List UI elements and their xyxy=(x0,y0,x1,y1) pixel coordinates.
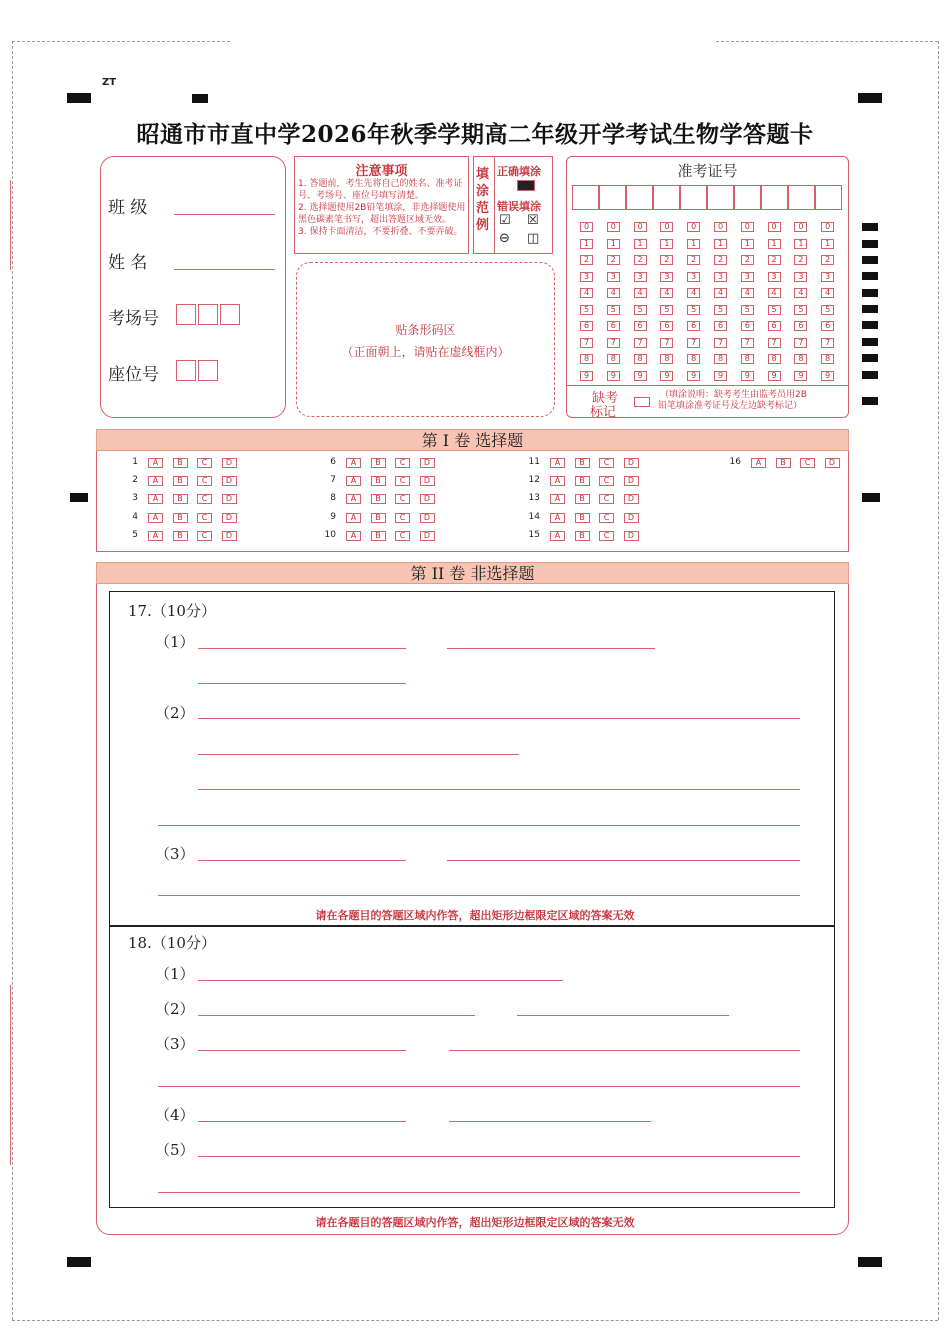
answer-line[interactable] xyxy=(158,1086,800,1087)
class-field[interactable] xyxy=(174,214,275,215)
q18-part-4: （4） xyxy=(155,1106,195,1124)
answer-line[interactable] xyxy=(198,1015,475,1016)
position-mark xyxy=(862,493,880,502)
question-number: 4 xyxy=(132,511,138,522)
exam-digit-bubble[interactable]: 2 xyxy=(794,255,807,265)
exam-digit-bubble[interactable]: 7 xyxy=(794,338,807,348)
exam-digit-bubble[interactable]: 2 xyxy=(607,255,620,265)
barcode-hint: （正面朝上，请贴在虚线框内） xyxy=(341,345,510,359)
crop-line-top-right xyxy=(716,41,938,42)
q18-part-5: （5） xyxy=(155,1141,195,1159)
page-title: 昭通市市直中学2026年秋季学期高二年级开学考试生物学答题卡 xyxy=(136,121,814,148)
question-number: 12 xyxy=(528,475,540,486)
answer-line[interactable] xyxy=(449,1050,800,1051)
exam-number-write-box[interactable] xyxy=(599,185,626,210)
exam-digit-bubble[interactable]: 8 xyxy=(714,354,727,364)
seat-digit-box[interactable] xyxy=(198,360,218,381)
exam-digit-bubble[interactable]: 4 xyxy=(794,288,807,298)
exam-digit-bubble[interactable]: 9 xyxy=(714,371,727,381)
option-bubble-a[interactable]: A xyxy=(751,458,766,468)
q17-warning: 请在各题目的答题区域内作答，超出矩形边框限定区域的答案无效 xyxy=(315,909,635,922)
option-bubble-d[interactable]: D xyxy=(624,458,639,468)
position-mark xyxy=(858,1257,882,1267)
option-bubble-a[interactable]: A xyxy=(346,513,361,523)
crop-line-right xyxy=(938,41,939,1320)
q17-label: 17.（10分） xyxy=(128,602,216,620)
answer-line[interactable] xyxy=(158,895,800,896)
exam-digit-bubble[interactable]: 3 xyxy=(687,272,700,282)
exam-digit-bubble[interactable]: 3 xyxy=(660,272,673,282)
option-bubble-b[interactable]: B xyxy=(173,513,188,523)
exam-digit-bubble[interactable]: 9 xyxy=(794,371,807,381)
exam-digit-bubble[interactable]: 2 xyxy=(714,255,727,265)
question-number: 6 xyxy=(330,457,336,467)
section2-title: 第 II 卷 非选择题 xyxy=(96,562,849,584)
question-number: 16 xyxy=(729,457,741,467)
option-bubble-b[interactable]: B xyxy=(173,458,188,468)
exam-digit-bubble[interactable]: 6 xyxy=(660,321,673,331)
option-bubble-c[interactable]: C xyxy=(599,458,614,468)
exam-digit-bubble[interactable]: 6 xyxy=(580,321,593,331)
question-number: 14 xyxy=(528,511,540,522)
seat-label: 座位号 xyxy=(108,365,159,385)
option-bubble-c[interactable]: C xyxy=(197,531,212,541)
option-bubble-d[interactable]: D xyxy=(222,513,237,523)
answer-line[interactable] xyxy=(447,860,800,861)
option-bubble-c[interactable]: C xyxy=(197,476,212,486)
question-number: 13 xyxy=(528,493,540,504)
exam-digit-bubble[interactable]: 8 xyxy=(634,354,647,364)
wrong-fill-mark-4: ◫ xyxy=(527,231,540,246)
timing-mark xyxy=(862,338,878,346)
answer-line[interactable] xyxy=(198,683,406,684)
answer-line[interactable] xyxy=(517,1015,729,1016)
timing-mark xyxy=(862,240,878,248)
exam-number-write-box[interactable] xyxy=(653,185,680,210)
fill-example-side-label: 填涂范例 xyxy=(476,167,490,233)
answer-line[interactable] xyxy=(198,754,519,755)
room-digit-box[interactable] xyxy=(220,304,240,325)
answer-line[interactable] xyxy=(198,648,406,649)
exam-digit-bubble[interactable]: 6 xyxy=(741,321,754,331)
wrong-fill-mark-2: ☒ xyxy=(527,213,539,228)
exam-digit-bubble[interactable]: 5 xyxy=(660,305,673,315)
exam-digit-bubble[interactable]: 7 xyxy=(607,338,620,348)
exam-digit-bubble[interactable]: 6 xyxy=(687,321,700,331)
exam-digit-bubble[interactable]: 6 xyxy=(821,321,834,331)
position-mark xyxy=(70,493,88,502)
exam-digit-bubble[interactable]: 2 xyxy=(821,255,834,265)
answer-line[interactable] xyxy=(198,980,563,981)
option-bubble-c[interactable]: C xyxy=(599,494,614,504)
option-bubble-c[interactable]: C xyxy=(395,476,410,486)
wrong-fill-label: 错误填涂 xyxy=(497,200,541,213)
exam-digit-bubble[interactable]: 2 xyxy=(741,255,754,265)
exam-digit-bubble[interactable]: 7 xyxy=(687,338,700,348)
exam-number-write-box[interactable] xyxy=(680,185,707,210)
option-bubble-a[interactable]: A xyxy=(148,458,163,468)
exam-digit-bubble[interactable]: 3 xyxy=(714,272,727,282)
question-number: 3 xyxy=(132,493,138,504)
position-mark xyxy=(858,93,882,103)
option-bubble-a[interactable]: A xyxy=(550,494,565,504)
exam-digit-bubble[interactable]: 7 xyxy=(741,338,754,348)
q17-box xyxy=(109,591,835,926)
question-number: 7 xyxy=(330,475,336,486)
exam-digit-bubble[interactable]: 2 xyxy=(660,255,673,265)
option-bubble-a[interactable]: A xyxy=(550,458,565,468)
exam-digit-bubble[interactable]: 0 xyxy=(687,222,700,232)
q18-part-1: （1） xyxy=(155,965,195,983)
exam-digit-bubble[interactable]: 3 xyxy=(741,272,754,282)
exam-digit-bubble[interactable]: 1 xyxy=(607,239,620,249)
question-number: 5 xyxy=(132,529,138,540)
wrong-fill-mark-3: ⊖ xyxy=(499,231,510,246)
question-number: 1 xyxy=(132,457,138,467)
exam-number-write-box[interactable] xyxy=(734,185,761,210)
exam-digit-bubble[interactable]: 7 xyxy=(634,338,647,348)
option-bubble-d[interactable]: D xyxy=(624,531,639,541)
option-bubble-c[interactable]: C xyxy=(599,531,614,541)
option-bubble-b[interactable]: B xyxy=(575,458,590,468)
position-mark xyxy=(67,1257,91,1267)
seat-digit-box[interactable] xyxy=(176,360,196,381)
answer-line[interactable] xyxy=(198,1156,800,1157)
exam-digit-bubble[interactable]: 4 xyxy=(607,288,620,298)
exam-digit-bubble[interactable]: 5 xyxy=(741,305,754,315)
option-bubble-d[interactable]: D xyxy=(825,458,840,468)
exam-digit-bubble[interactable]: 1 xyxy=(634,239,647,249)
exam-digit-bubble[interactable]: 8 xyxy=(607,354,620,364)
absent-note-2: 铅笔填涂准考证号及左边缺考标记） xyxy=(658,401,803,411)
exam-digit-bubble[interactable]: 8 xyxy=(821,354,834,364)
q17-part-3: （3） xyxy=(155,845,195,863)
notes-line: 黑色碳素笔书写，超出答题区域无效。 xyxy=(298,215,452,225)
exam-digit-bubble[interactable]: 1 xyxy=(580,239,593,249)
correct-fill-mark xyxy=(517,180,535,191)
exam-digit-bubble[interactable]: 6 xyxy=(634,321,647,331)
exam-digit-bubble[interactable]: 1 xyxy=(741,239,754,249)
option-bubble-a[interactable]: A xyxy=(550,531,565,541)
exam-digit-bubble[interactable]: 2 xyxy=(768,255,781,265)
q18-part-3: （3） xyxy=(155,1035,195,1053)
exam-digit-bubble[interactable]: 5 xyxy=(687,305,700,315)
answer-line[interactable] xyxy=(198,718,800,719)
exam-digit-bubble[interactable]: 6 xyxy=(714,321,727,331)
exam-digit-bubble[interactable]: 0 xyxy=(768,222,781,232)
question-number: 11 xyxy=(528,457,540,467)
exam-digit-bubble[interactable]: 3 xyxy=(580,272,593,282)
timing-mark xyxy=(862,321,878,329)
q17-part-2: （2） xyxy=(155,704,195,722)
crop-line-top-left xyxy=(12,41,230,42)
timing-mark xyxy=(862,371,878,379)
exam-digit-bubble[interactable]: 0 xyxy=(580,222,593,232)
exam-digit-bubble[interactable]: 3 xyxy=(794,272,807,282)
timing-mark xyxy=(862,354,878,362)
timing-mark xyxy=(862,397,878,405)
option-bubble-c[interactable]: C xyxy=(800,458,815,468)
exam-digit-bubble[interactable]: 0 xyxy=(634,222,647,232)
crop-line-bottom xyxy=(12,1320,938,1321)
option-bubble-d[interactable]: D xyxy=(222,494,237,504)
exam-digit-bubble[interactable]: 8 xyxy=(741,354,754,364)
q18-box xyxy=(109,926,835,1208)
exam-digit-bubble[interactable]: 6 xyxy=(768,321,781,331)
option-bubble-a[interactable]: A xyxy=(346,494,361,504)
option-bubble-c[interactable]: C xyxy=(395,531,410,541)
question-number: 10 xyxy=(324,529,336,540)
option-bubble-d[interactable]: D xyxy=(420,513,435,523)
exam-digit-bubble[interactable]: 1 xyxy=(794,239,807,249)
option-bubble-d[interactable]: D xyxy=(624,476,639,486)
option-bubble-d[interactable]: D xyxy=(420,494,435,504)
exam-number-title: 准考证号 xyxy=(677,162,738,180)
exam-digit-bubble[interactable]: 6 xyxy=(794,321,807,331)
exam-digit-bubble[interactable]: 4 xyxy=(660,288,673,298)
exam-digit-bubble[interactable]: 4 xyxy=(821,288,834,298)
exam-digit-bubble[interactable]: 9 xyxy=(660,371,673,381)
absent-mark-box[interactable] xyxy=(634,397,650,407)
room-label: 考场号 xyxy=(108,309,159,329)
exam-digit-bubble[interactable]: 2 xyxy=(634,255,647,265)
question-number: 2 xyxy=(132,475,138,486)
exam-number-write-box[interactable] xyxy=(707,185,734,210)
exam-digit-bubble[interactable]: 2 xyxy=(580,255,593,265)
option-bubble-c[interactable]: C xyxy=(197,494,212,504)
exam-number-write-box[interactable] xyxy=(626,185,653,210)
question-number: 9 xyxy=(330,511,336,522)
barcode-title: 贴条形码区 xyxy=(395,323,456,337)
exam-digit-bubble[interactable]: 4 xyxy=(634,288,647,298)
option-bubble-c[interactable]: C xyxy=(395,494,410,504)
exam-digit-bubble[interactable]: 9 xyxy=(821,371,834,381)
option-bubble-b[interactable]: B xyxy=(173,531,188,541)
option-bubble-b[interactable]: B xyxy=(575,513,590,523)
exam-digit-bubble[interactable]: 7 xyxy=(821,338,834,348)
option-bubble-d[interactable]: D xyxy=(420,531,435,541)
option-bubble-b[interactable]: B xyxy=(371,494,386,504)
timing-mark xyxy=(862,289,878,297)
exam-digit-bubble[interactable]: 8 xyxy=(660,354,673,364)
exam-digit-bubble[interactable]: 5 xyxy=(821,305,834,315)
exam-number-write-box[interactable] xyxy=(815,185,842,210)
answer-line[interactable] xyxy=(198,1050,406,1051)
exam-digit-bubble[interactable]: 9 xyxy=(741,371,754,381)
notes-line: 1. 答题前，考生先将自己的姓名、准考证 xyxy=(298,179,463,189)
answer-line[interactable] xyxy=(198,1121,406,1122)
exam-digit-bubble[interactable]: 0 xyxy=(607,222,620,232)
exam-digit-bubble[interactable]: 1 xyxy=(821,239,834,249)
option-bubble-c[interactable]: C xyxy=(395,513,410,523)
option-bubble-d[interactable]: D xyxy=(420,458,435,468)
exam-digit-bubble[interactable]: 8 xyxy=(687,354,700,364)
exam-digit-bubble[interactable]: 2 xyxy=(687,255,700,265)
option-bubble-b[interactable]: B xyxy=(371,531,386,541)
exam-digit-bubble[interactable]: 4 xyxy=(741,288,754,298)
side-red-line xyxy=(10,985,11,1165)
q17-part-1: （1） xyxy=(155,633,195,651)
option-bubble-a[interactable]: A xyxy=(550,513,565,523)
exam-digit-bubble[interactable]: 4 xyxy=(687,288,700,298)
side-red-line xyxy=(10,180,11,270)
exam-digit-bubble[interactable]: 4 xyxy=(580,288,593,298)
room-digit-box[interactable] xyxy=(176,304,196,325)
option-bubble-a[interactable]: A xyxy=(550,476,565,486)
exam-digit-bubble[interactable]: 3 xyxy=(634,272,647,282)
exam-digit-bubble[interactable]: 5 xyxy=(768,305,781,315)
timing-mark xyxy=(862,223,878,231)
exam-digit-bubble[interactable]: 4 xyxy=(768,288,781,298)
exam-digit-bubble[interactable]: 6 xyxy=(607,321,620,331)
timing-mark xyxy=(862,272,878,280)
answer-line[interactable] xyxy=(447,648,655,649)
option-bubble-a[interactable]: A xyxy=(148,494,163,504)
question-number: 8 xyxy=(330,493,336,504)
absent-note-1: （填涂说明：缺考考生由监考员用2B xyxy=(660,390,807,400)
exam-digit-bubble[interactable]: 1 xyxy=(768,239,781,249)
option-bubble-b[interactable]: B xyxy=(371,513,386,523)
exam-digit-bubble[interactable]: 7 xyxy=(660,338,673,348)
exam-number-write-box[interactable] xyxy=(788,185,815,210)
option-bubble-d[interactable]: D xyxy=(222,531,237,541)
notes-line: 2. 选择题使用2B铅笔填涂，非选择题使用 xyxy=(298,203,466,213)
option-bubble-b[interactable]: B xyxy=(371,476,386,486)
option-bubble-a[interactable]: A xyxy=(148,513,163,523)
name-field[interactable] xyxy=(174,269,275,270)
option-bubble-b[interactable]: B xyxy=(776,458,791,468)
option-bubble-a[interactable]: A xyxy=(148,531,163,541)
room-digit-box[interactable] xyxy=(198,304,218,325)
exam-digit-bubble[interactable]: 0 xyxy=(741,222,754,232)
name-label: 姓 名 xyxy=(108,253,148,273)
exam-digit-bubble[interactable]: 5 xyxy=(580,305,593,315)
option-bubble-d[interactable]: D xyxy=(420,476,435,486)
notes-line: 3. 保持卡面清洁，不要折叠、不要弄破。 xyxy=(298,227,463,237)
class-label: 班 级 xyxy=(108,198,148,218)
exam-digit-bubble[interactable]: 5 xyxy=(714,305,727,315)
timing-mark xyxy=(862,305,878,313)
absent-divider xyxy=(566,385,849,386)
option-bubble-b[interactable]: B xyxy=(371,458,386,468)
option-bubble-c[interactable]: C xyxy=(197,513,212,523)
q18-label: 18.（10分） xyxy=(128,934,216,952)
exam-digit-bubble[interactable]: 5 xyxy=(607,305,620,315)
crop-line-left xyxy=(12,41,13,1320)
option-bubble-b[interactable]: B xyxy=(575,494,590,504)
exam-digit-bubble[interactable]: 7 xyxy=(714,338,727,348)
absent-label-1: 缺考 xyxy=(592,391,619,406)
exam-digit-bubble[interactable]: 4 xyxy=(714,288,727,298)
option-bubble-d[interactable]: D xyxy=(222,458,237,468)
question-number: 15 xyxy=(528,529,540,540)
exam-digit-bubble[interactable]: 0 xyxy=(714,222,727,232)
exam-digit-bubble[interactable]: 9 xyxy=(687,371,700,381)
timing-mark xyxy=(862,256,878,264)
option-bubble-b[interactable]: B xyxy=(575,476,590,486)
exam-digit-bubble[interactable]: 9 xyxy=(580,371,593,381)
exam-digit-bubble[interactable]: 8 xyxy=(794,354,807,364)
exam-digit-bubble[interactable]: 8 xyxy=(580,354,593,364)
option-bubble-a[interactable]: A xyxy=(346,476,361,486)
wrong-fill-mark-1: ☑ xyxy=(499,213,511,228)
exam-digit-bubble[interactable]: 9 xyxy=(607,371,620,381)
fill-example-divider xyxy=(494,156,495,254)
exam-digit-bubble[interactable]: 8 xyxy=(768,354,781,364)
option-bubble-d[interactable]: D xyxy=(624,494,639,504)
exam-digit-bubble[interactable]: 3 xyxy=(607,272,620,282)
option-bubble-c[interactable]: C xyxy=(599,513,614,523)
exam-digit-bubble[interactable]: 1 xyxy=(714,239,727,249)
exam-digit-bubble[interactable]: 5 xyxy=(634,305,647,315)
exam-digit-bubble[interactable]: 1 xyxy=(660,239,673,249)
notes-title: 注意事项 xyxy=(355,164,408,179)
option-bubble-c[interactable]: C xyxy=(197,458,212,468)
notes-line: 号、考场号、座位号填写清楚。 xyxy=(298,191,425,201)
q18-warning: 请在各题目的答题区域内作答，超出矩形边框限定区域的答案无效 xyxy=(315,1216,635,1229)
correct-fill-label: 正确填涂 xyxy=(497,165,541,178)
option-bubble-b[interactable]: B xyxy=(173,494,188,504)
form-code: ZT xyxy=(102,77,117,88)
option-bubble-d[interactable]: D xyxy=(624,513,639,523)
exam-digit-bubble[interactable]: 0 xyxy=(821,222,834,232)
answer-line[interactable] xyxy=(449,1121,651,1122)
option-bubble-a[interactable]: A xyxy=(148,476,163,486)
barcode-area[interactable] xyxy=(296,262,555,417)
answer-line[interactable] xyxy=(158,825,800,826)
option-bubble-a[interactable]: A xyxy=(346,458,361,468)
exam-digit-bubble[interactable]: 7 xyxy=(580,338,593,348)
absent-label-2: 标记 xyxy=(590,405,617,420)
position-mark xyxy=(67,93,91,103)
answer-line[interactable] xyxy=(198,860,406,861)
notes-list xyxy=(298,178,468,238)
q18-part-2: （2） xyxy=(155,1000,195,1018)
exam-digit-bubble[interactable]: 5 xyxy=(794,305,807,315)
option-bubble-c[interactable]: C xyxy=(599,476,614,486)
option-bubble-c[interactable]: C xyxy=(395,458,410,468)
option-bubble-d[interactable]: D xyxy=(222,476,237,486)
exam-digit-bubble[interactable]: 9 xyxy=(634,371,647,381)
exam-digit-bubble[interactable]: 3 xyxy=(821,272,834,282)
exam-digit-bubble[interactable]: 0 xyxy=(794,222,807,232)
answer-line[interactable] xyxy=(198,789,800,790)
exam-number-write-box[interactable] xyxy=(572,185,599,210)
answer-line[interactable] xyxy=(158,1192,800,1193)
exam-digit-bubble[interactable]: 7 xyxy=(768,338,781,348)
option-bubble-b[interactable]: B xyxy=(173,476,188,486)
option-bubble-b[interactable]: B xyxy=(575,531,590,541)
exam-digit-bubble[interactable]: 3 xyxy=(768,272,781,282)
exam-digit-bubble[interactable]: 0 xyxy=(660,222,673,232)
exam-number-write-box[interactable] xyxy=(761,185,788,210)
option-bubble-a[interactable]: A xyxy=(346,531,361,541)
position-mark xyxy=(192,94,208,103)
exam-digit-bubble[interactable]: 9 xyxy=(768,371,781,381)
exam-digit-bubble[interactable]: 1 xyxy=(687,239,700,249)
section1-title: 第 I 卷 选择题 xyxy=(96,429,849,451)
